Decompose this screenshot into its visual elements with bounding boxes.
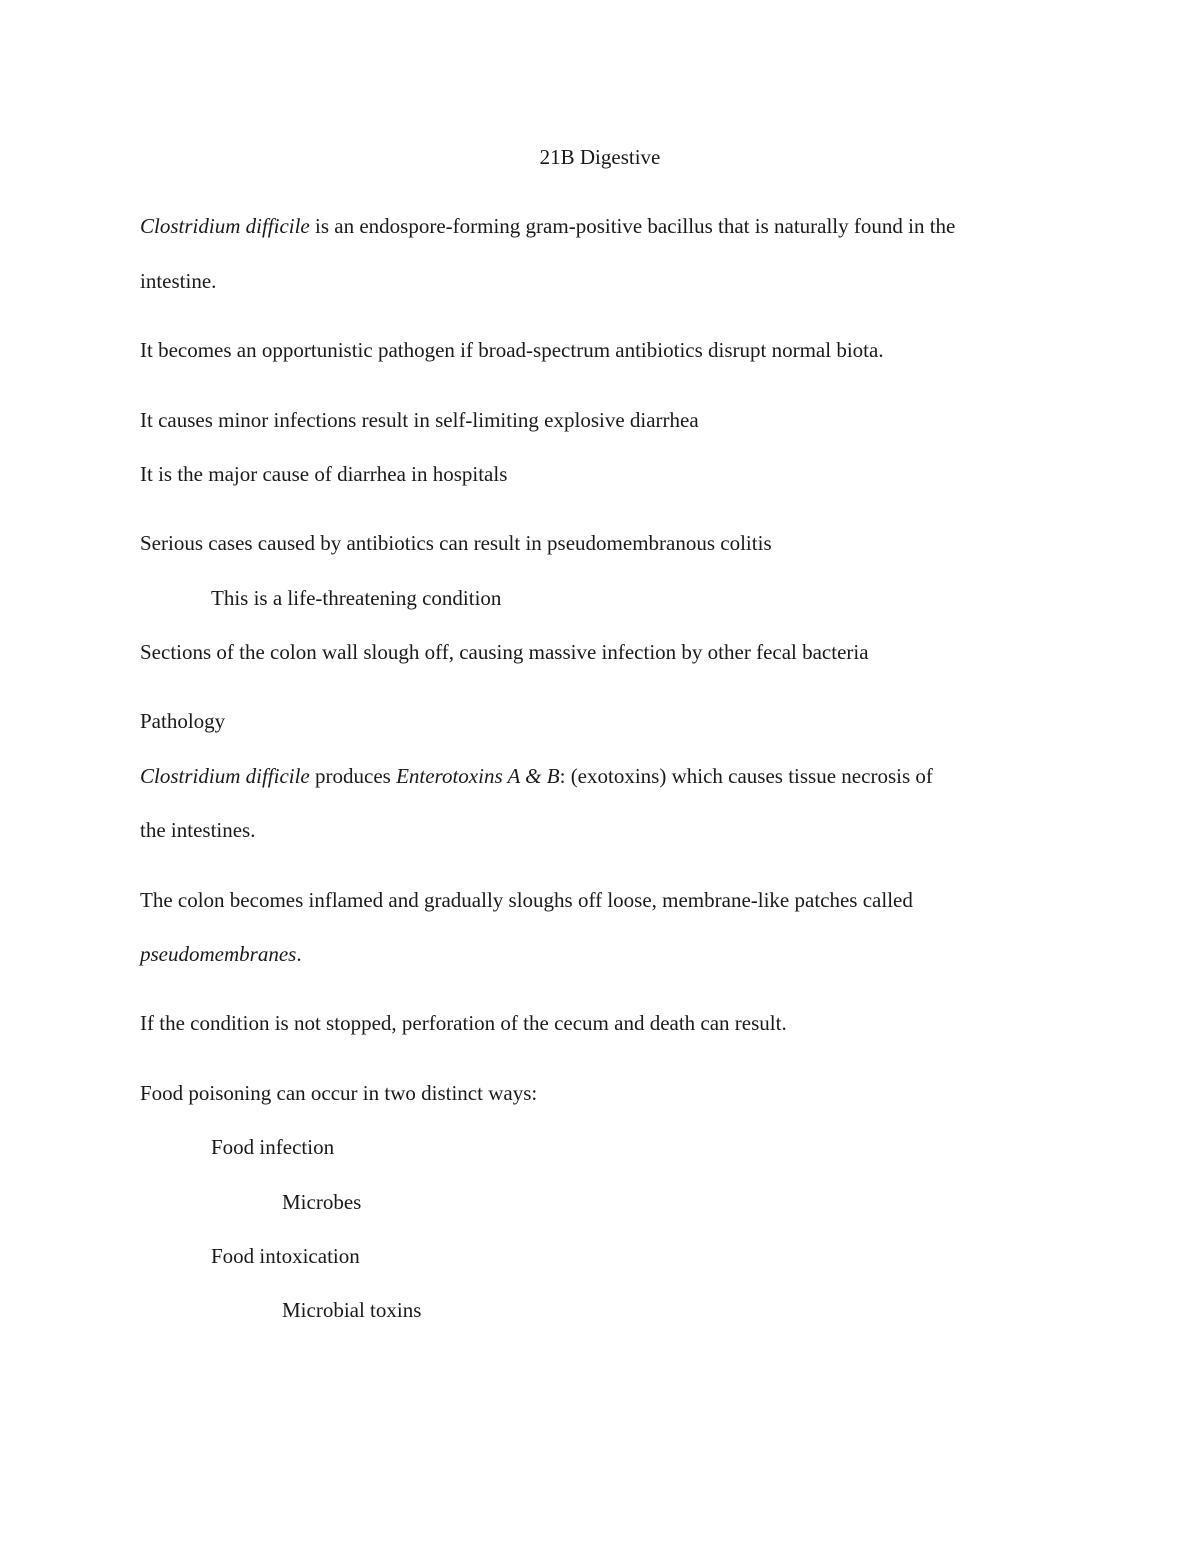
- document-title: 21B Digestive: [539, 145, 661, 169]
- paragraph-opportunistic: It becomes an opportunistic pathogen if broad-spectrum antibiotics disrupt normal biota.: [140, 338, 884, 362]
- paragraph-intro-continued: intestine.: [140, 269, 217, 293]
- paragraph-life-threatening: This is a life-threatening condition: [211, 586, 502, 610]
- organism-name: Clostridium difficile: [140, 764, 310, 788]
- list-subitem: Microbial toxins: [282, 1298, 422, 1322]
- paragraph-intro: [140, 213, 955, 239]
- organism-name: Clostridium difficile: [140, 214, 310, 238]
- paragraph-colon-inflamed: The colon becomes inflamed and gradually sloughs off loose, membrane-like patches called: [140, 888, 913, 912]
- paragraph-colon-wall: Sections of the colon wall slough off, causing massive infection by other fecal bacteria: [140, 640, 869, 664]
- paragraph-enterotoxins-continued: the intestines.: [140, 818, 256, 842]
- list-subitem: Microbes: [282, 1190, 362, 1214]
- paragraph-enterotoxins: [140, 763, 933, 789]
- produces-text: produces: [309, 764, 397, 788]
- paragraph-colon-inflamed-continued: [140, 941, 302, 967]
- paragraph-perforation: If the condition is not stopped, perforation of the cecum and death can result.: [140, 1011, 787, 1035]
- list-item: Food infection: [211, 1135, 335, 1159]
- list-item: Food intoxication: [211, 1244, 360, 1268]
- sentence-end: .: [296, 942, 302, 966]
- intro-text: is an endospore-forming gram-positive bacillus that is naturally found in the: [309, 214, 956, 238]
- toxin-name: Enterotoxins A & B: [396, 764, 560, 788]
- paragraph-food-poisoning: Food poisoning can occur in two distinct ways:: [140, 1081, 538, 1105]
- paragraph-hospital-cause: It is the major cause of diarrhea in hospitals: [140, 462, 508, 486]
- pseudomembranes-term: pseudomembranes: [140, 942, 297, 966]
- paragraph-serious-cases: Serious cases caused by antibiotics can result in pseudomembranous colitis: [140, 531, 772, 555]
- pathology-heading: Pathology: [140, 709, 226, 733]
- toxin-description: : (exotoxins) which causes tissue necrosis of: [559, 764, 933, 788]
- paragraph-minor-infections: It causes minor infections result in self-limiting explosive diarrhea: [140, 408, 699, 432]
